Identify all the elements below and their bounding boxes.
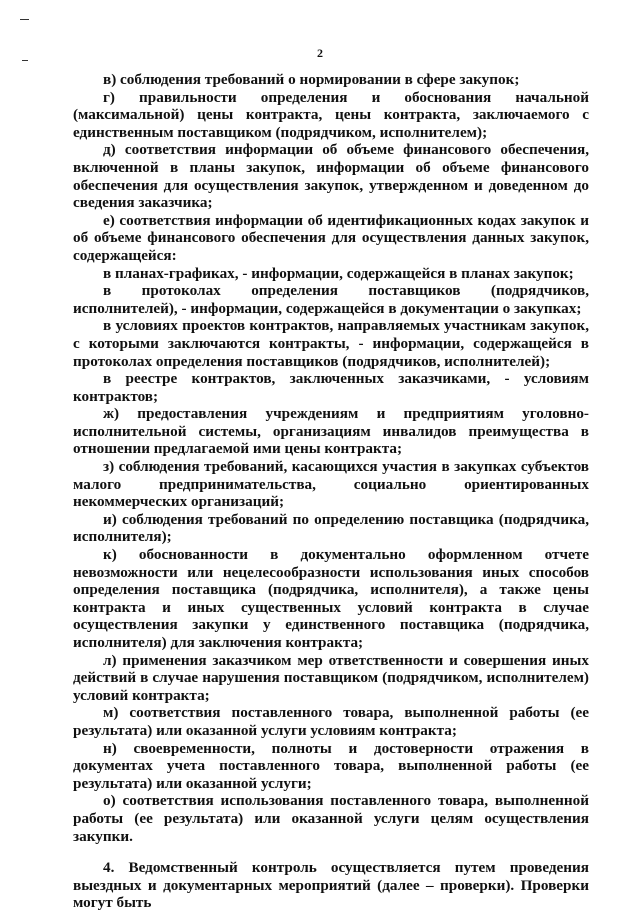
paragraph-g: г) правильности определения и обоснования начальной (максимальной) цены контракта, цены контракта, заключаемого с единственным поставщиком (подрядчиком, исполнителем);	[73, 88, 589, 141]
paragraph-e-plans: в планах-графиках, - информации, содержащейся в планах закупок;	[103, 264, 574, 282]
page-number: 2	[317, 46, 323, 60]
paragraph-i: и) соблюдения требований по определению поставщика (подрядчика, исполнителя);	[73, 510, 589, 546]
paragraph-k: к) обоснованности в документально оформленном отчете невозможности или нецелесообразности использования иных способов определения поставщика (подрядчика, исполнителя), а также цены контракта и иных существенных условий контракта в случае осуществления закупки у единственного поставщика (подрядчика, исполнителя) для заключения контракта;	[73, 546, 589, 651]
paragraph-4: 4. Ведомственный контроль осуществляется путем проведения выездных и документарных мероприятий (далее – проверки). Проверки могут быть	[73, 859, 589, 912]
paragraph-m: м) соответствия поставленного товара, выполненной работы (ее результата) или оказанной услуги условиям контракта;	[73, 704, 589, 739]
paragraph-n: н) своевременности, полноты и достоверности отражения в документах учета поставленного товара, выполненной работы (ее результата) или оказанной услуги;	[73, 739, 589, 792]
paragraph-v: в) соблюдения требований о нормировании в сфере закупок;	[103, 71, 520, 88]
paragraph-e: е) соответствия информации об идентификационных кодах закупок и об объеме финансового обеспечения для осуществления данных закупок, содержащейся:	[73, 211, 589, 264]
paragraph-o: о) соответствия использования поставленного товара, выполненной работы (ее результата) или оказанной услуги целям осуществления закупки.	[73, 792, 589, 845]
scan-mark	[20, 19, 29, 20]
paragraph-zh: ж) предоставления учреждениям и предприятиям уголовно-исполнительной системы, организациям инвалидов преимущества в отношении предлагаемой ими цены контракта;	[73, 405, 589, 458]
paragraph-z: з) соблюдения требований, касающихся участия в закупках субъектов малого предпринимательства, социально ориентированных некоммерческих организаций;	[73, 458, 589, 511]
paragraph-e-registry: в реестре контрактов, заключенных заказчиками, - условиям контрактов;	[73, 370, 589, 405]
paragraph-l: л) применения заказчиком мер ответственности и совершения иных действий в случае нарушения поставщиком (подрядчиком, исполнителем) условий контракта;	[73, 651, 589, 704]
paragraph-d: д) соответствия информации об объеме финансового обеспечения, включенной в планы закупок, информации об объеме финансового обеспечения для осуществления закупок, утвержденном и доведенном до сведения заказчика;	[73, 141, 589, 212]
paragraph-e-protocols: в протоколах определения поставщиков (подрядчиков, исполнителей), - информации, содержащейся в документации о закупках;	[73, 282, 589, 317]
document-body	[73, 71, 589, 912]
paragraph-e-contract-terms: в условиях проектов контрактов, направляемых участникам закупок, с которыми заключаются контракты, - информации, содержащейся в протоколах определения поставщиков (подрядчиков, исполнителей);	[73, 317, 589, 370]
